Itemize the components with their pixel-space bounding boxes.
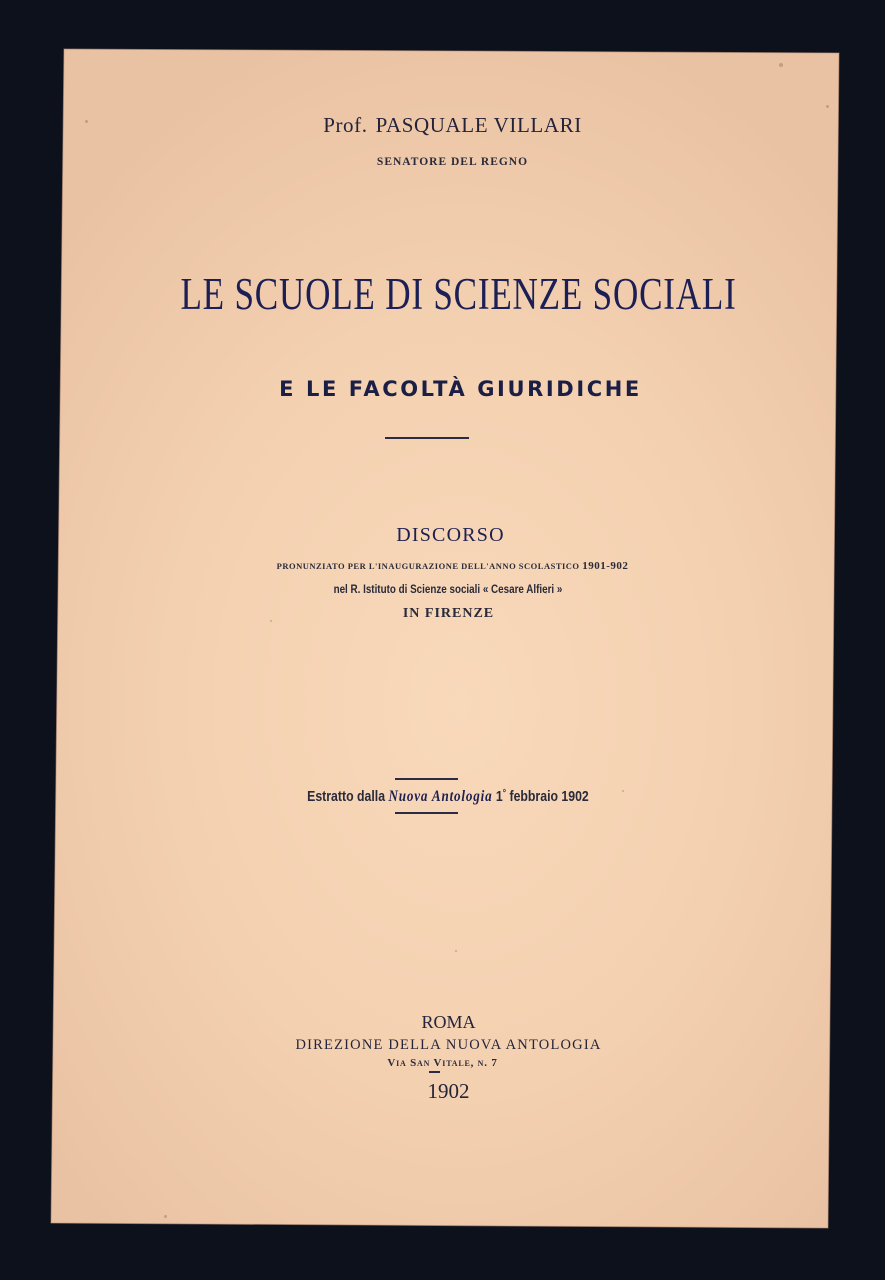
author-prefix: Prof. — [323, 113, 368, 137]
imprint-year: 1902 — [427, 1079, 470, 1103]
author-role: SENATORE DEL REGNO — [376, 156, 529, 168]
journal-name: Nuova Antologia — [388, 788, 493, 805]
author-line — [0, 113, 885, 138]
extract-rule-bottom — [395, 812, 458, 814]
extract-rule-top — [395, 778, 458, 780]
occasion-heading: DISCORSO — [396, 524, 505, 546]
extract-day: 1 — [495, 788, 503, 805]
occasion-line-2: nel R. Istituto di Scienze sociali « Cesare Alfieri » — [333, 582, 563, 596]
occasion-line-1 — [0, 560, 885, 572]
imprint-city: ROMA — [421, 1012, 476, 1032]
extract-day-suffix: ° — [502, 788, 507, 799]
occasion-line-1-text: PRONUNZIATO PER L'INAUGURAZIONE DELL'ANNO SCOLASTICO — [276, 561, 580, 571]
author-name: PASQUALE VILLARI — [375, 113, 582, 137]
occasion-place: IN FIRENZE — [402, 606, 495, 621]
academic-year: 1901-902 — [582, 560, 629, 572]
imprint-dash — [429, 1071, 440, 1073]
extract-date: febbraio 1902 — [509, 788, 589, 805]
imprint-address: Via San Vitale, n. 7 — [387, 1057, 498, 1069]
extract-line — [80, 788, 811, 806]
divider-rule — [385, 437, 469, 439]
document-subtitle: E LE FACOLTÀ GIURIDICHE — [279, 377, 642, 401]
extract-prefix: Estratto dalla — [307, 788, 386, 805]
document-title: LE SCUOLE DI SCIENZE SOCIALI — [180, 269, 737, 319]
imprint-publisher: DIREZIONE DELLA NUOVA ANTOLOGIA — [295, 1037, 602, 1053]
